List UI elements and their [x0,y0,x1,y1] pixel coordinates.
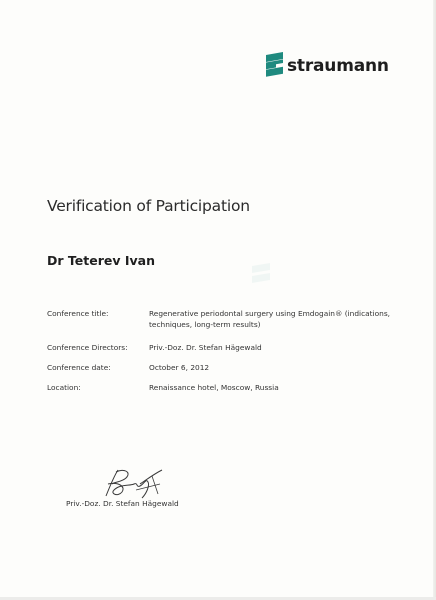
detail-label: Location: [47,383,81,392]
detail-label: Conference title: [47,309,109,318]
brand-wordmark: straumann [287,56,389,76]
handwritten-signature-icon [96,464,168,502]
detail-label: Conference date: [47,363,111,372]
faint-watermark-icon [248,262,274,288]
detail-value: October 6, 2012 [149,363,210,372]
straumann-s-mark-icon [262,51,284,81]
certificate-title: Verification of Participation [47,197,250,215]
detail-label: Conference Directors: [47,343,128,352]
straumann-logo [262,51,389,81]
detail-value: Priv.-Doz. Dr. Stefan Hägewald [149,343,262,352]
detail-value: Renaissance hotel, Moscow, Russia [149,383,279,392]
detail-value: Regenerative periodontal surgery using Emdogain® (indications, techniques, long-term results) [149,309,391,329]
participant-name: Dr Teterev Ivan [47,253,155,268]
signer-name: Priv.-Doz. Dr. Stefan Hägewald [66,499,179,508]
